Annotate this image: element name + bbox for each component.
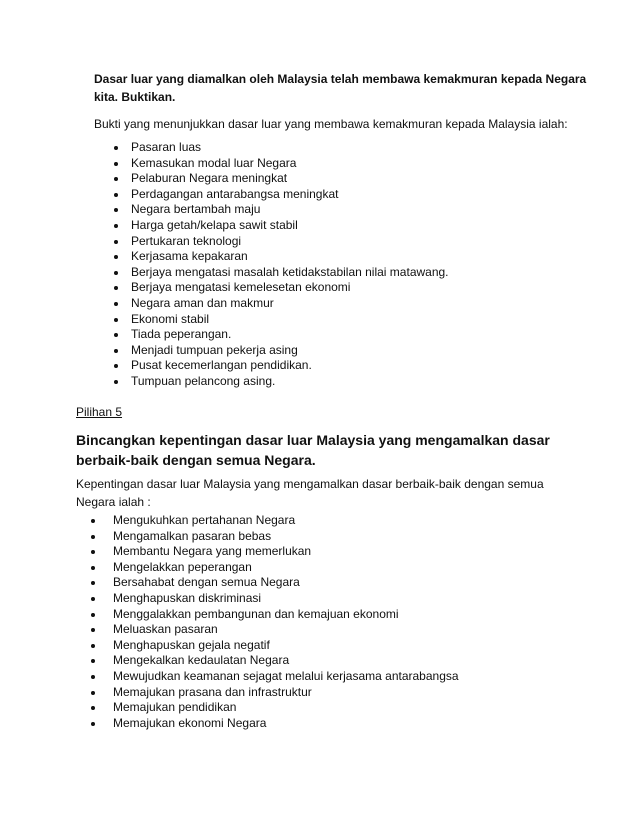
list-item [91, 700, 459, 716]
section-label: Pilihan 5 [76, 405, 123, 419]
list-item-text: Kemasukan modal luar Negara [131, 155, 297, 170]
list-item-text: Pasaran luas [131, 140, 202, 154]
bullet-icon [91, 535, 95, 539]
list-item [114, 202, 449, 218]
bullet-icon [114, 255, 118, 259]
bullet-icon [114, 146, 118, 150]
list-item [114, 265, 449, 281]
list-item [114, 343, 449, 359]
list-item-text: Membantu Negara yang memerlukan [113, 544, 312, 559]
list-item-text: Memajukan pendidikan [113, 700, 237, 715]
bullet-icon [114, 208, 118, 212]
list-item [114, 140, 449, 156]
bullet-icon [91, 675, 95, 679]
list-item-text: Meluaskan pasaran [113, 622, 218, 637]
list-item [114, 296, 449, 312]
list-item-text: Perdagangan antarabangsa meningkat [131, 186, 339, 201]
bullet-icon [114, 162, 118, 166]
bullet-icon [114, 318, 118, 322]
list-item-text: Ekonomi stabil [131, 311, 210, 326]
list-item-text: Bersahabat dengan semua Negara [113, 575, 300, 590]
list-item [91, 685, 459, 701]
bullet-icon [114, 333, 118, 337]
bullet-icon [91, 566, 95, 570]
list-item-text: Kerjasama kepakaran [131, 249, 248, 264]
list-item [114, 218, 449, 234]
answer-intro-2: Kepentingan dasar luar Malaysia yang mengamalkan dasar berbaik-baik dengan semua Negara ialah : [76, 477, 544, 509]
list-item [91, 529, 459, 545]
list-item [91, 591, 459, 607]
list-item-text: Menjadi tumpuan pekerja asing [131, 342, 298, 357]
list-item-text: Pusat kecemerlangan pendidikan. [131, 358, 312, 373]
bullet-icon [91, 613, 95, 617]
list-item [114, 280, 449, 296]
list-item-text: Mewujudkan keamanan sejagat melalui kerjasama antarabangsa [113, 668, 459, 683]
bullet-icon [114, 177, 118, 181]
list-item-text: Mengukuhkan pertahanan Negara [113, 513, 296, 527]
list-item [114, 234, 449, 250]
answer-intro: Bukti yang menunjukkan dasar luar yang membawa kemakmuran kepada Malaysia ialah: [94, 117, 568, 131]
list-item [114, 327, 449, 343]
list-item-text: Tiada peperangan. [131, 327, 232, 342]
bullet-icon [114, 349, 118, 353]
list-item [91, 669, 459, 685]
list-item-text: Negara bertambah maju [131, 202, 261, 217]
list-item-text: Memajukan ekonomi Negara [113, 715, 267, 730]
list-item [114, 312, 449, 328]
list-item-text: Mengamalkan pasaran bebas [113, 528, 272, 543]
bullet-icon [114, 302, 118, 306]
bullet-icon [114, 286, 118, 290]
list-item [91, 560, 459, 576]
list-item-text: Berjaya mengatasi masalah ketidakstabilan nilai matawang. [131, 264, 449, 279]
list-item [114, 171, 449, 187]
bullet-icon [91, 597, 95, 601]
list-item [91, 622, 459, 638]
list-item-text: Pelaburan Negara meningkat [131, 171, 288, 186]
list-item [91, 607, 459, 623]
bullet-icon [91, 691, 95, 695]
bullet-icon [114, 364, 118, 368]
question-heading-2: Bincangkan kepentingan dasar luar Malaysia yang mengamalkan dasar berbaik-baik dengan semua Negara. [76, 432, 550, 468]
bullet-icon [91, 722, 95, 726]
list-item-text: Mengekalkan kedaulatan Negara [113, 653, 290, 668]
list-item-text: Pertukaran teknologi [131, 233, 242, 248]
list-item-text: Menghapuskan diskriminasi [113, 590, 262, 605]
bullet-icon [91, 628, 95, 632]
list-item-text: Harga getah/kelapa sawit stabil [131, 217, 298, 232]
list-item-text: Negara aman dan makmur [131, 295, 274, 310]
list-item-text: Menggalakkan pembangunan dan kemajuan ekonomi [113, 606, 399, 621]
bullet-icon [91, 644, 95, 648]
list-item-text: Mengelakkan peperangan [113, 559, 252, 574]
list-item [114, 374, 449, 390]
list-item [114, 249, 449, 265]
bullet-icon [114, 193, 118, 197]
bullet-icon [114, 380, 118, 384]
bullet-icon [114, 240, 118, 244]
list-item [114, 187, 449, 203]
importance-bullet-list [91, 513, 459, 731]
list-item-text: Memajukan prasana dan infrastruktur [113, 684, 312, 699]
list-item [114, 156, 449, 172]
bullet-icon [114, 271, 118, 275]
list-item [91, 544, 459, 560]
list-item-text: Berjaya mengatasi kemelesetan ekonomi [131, 280, 351, 295]
evidence-bullet-list [114, 140, 449, 390]
list-item [114, 358, 449, 374]
list-item [91, 513, 459, 529]
list-item-text: Tumpuan pelancong asing. [131, 373, 276, 388]
list-item [91, 575, 459, 591]
list-item [91, 716, 459, 732]
list-item [91, 653, 459, 669]
bullet-icon [91, 659, 95, 663]
list-item-text: Menghapuskan gejala negatif [113, 637, 270, 652]
list-item [91, 638, 459, 654]
question-heading: Dasar luar yang diamalkan oleh Malaysia telah membawa kemakmuran kepada Negara kita. Buktikan. [94, 72, 587, 104]
bullet-icon [114, 224, 118, 228]
bullet-icon [91, 550, 95, 554]
bullet-icon [91, 581, 95, 585]
bullet-icon [91, 519, 95, 523]
bullet-icon [91, 706, 95, 710]
